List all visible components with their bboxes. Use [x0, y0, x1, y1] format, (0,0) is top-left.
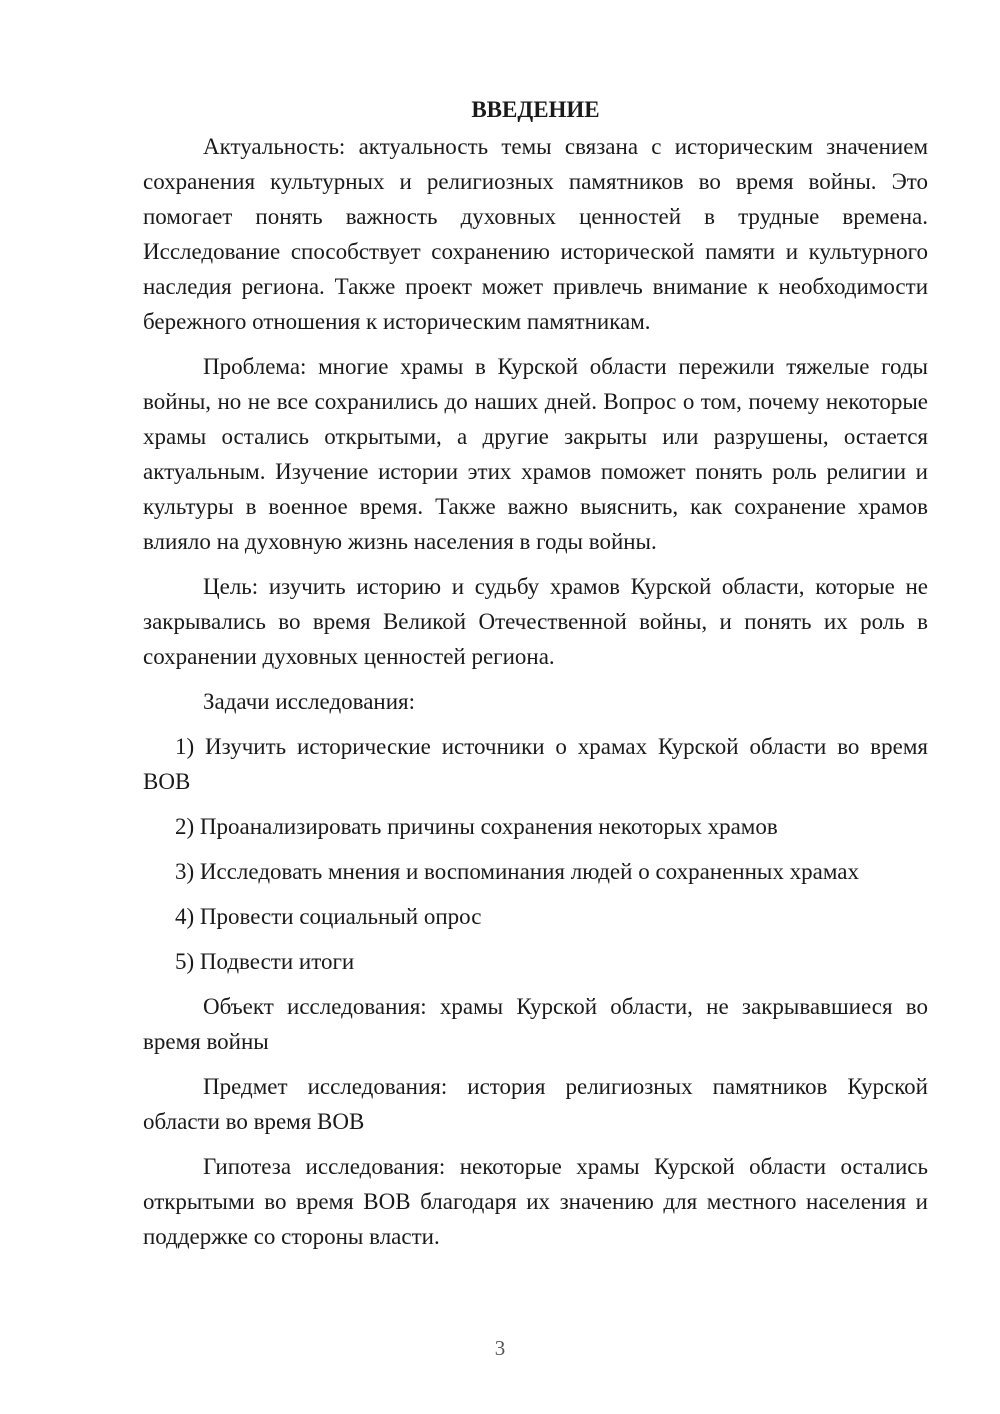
page-number: 3: [494, 1336, 506, 1360]
subject-paragraph: Предмет исследования: история религиозных памятников Курской области во время ВОВ: [143, 1074, 928, 1134]
tasks-list: [143, 729, 928, 979]
goal-paragraph: Цель: изучить историю и судьбу храмов Курской области, которые не закрывались во время Великой Отечественной войны, и понять их роль в сохранении духовных ценностей региона.: [143, 574, 928, 669]
document-page: [143, 92, 928, 1264]
list-item: 5) Подвести итоги: [175, 949, 355, 974]
list-item: 2) Проанализировать причины сохранения некоторых храмов: [175, 814, 778, 839]
hypothesis-paragraph: Гипотеза исследования: некоторые храмы Курской области остались открытыми во время ВОВ благодаря их значению для местного населения и поддержке со стороны власти.: [143, 1154, 928, 1249]
tasks-heading: Задачи исследования:: [203, 689, 416, 714]
list-item: 4) Провести социальный опрос: [175, 904, 482, 929]
object-paragraph: Объект исследования: храмы Курской области, не закрывавшиеся во время войны: [143, 994, 928, 1054]
problem-paragraph: Проблема: многие храмы в Курской области пережили тяжелые годы войны, но не все сохранились до наших дней. Вопрос о том, почему некоторые храмы остались открытыми, а другие закрыты или разрушены, остается актуальным. Изучение истории этих храмов поможет понять роль религии и культуры в военное время. Также важно выяснить, как сохранение храмов влияло на духовную жизнь населения в годы войны.: [143, 354, 928, 554]
page-title: ВВЕДЕНИЕ: [471, 97, 600, 122]
list-item: 3) Исследовать мнения и воспоминания людей о сохраненных храмах: [175, 859, 859, 884]
list-item: 1) Изучить исторические источники о храмах Курской области во время ВОВ: [143, 734, 928, 794]
relevance-paragraph: Актуальность: актуальность темы связана с историческим значением сохранения культурных и религиозных памятников во время войны. Это помогает понять важность духовных ценностей в трудные времена. Исследование способствует сохранению исторической памяти и культурного наследия региона. Также проект может привлечь внимание к необходимости бережного отношения к историческим памятникам.: [143, 134, 928, 334]
